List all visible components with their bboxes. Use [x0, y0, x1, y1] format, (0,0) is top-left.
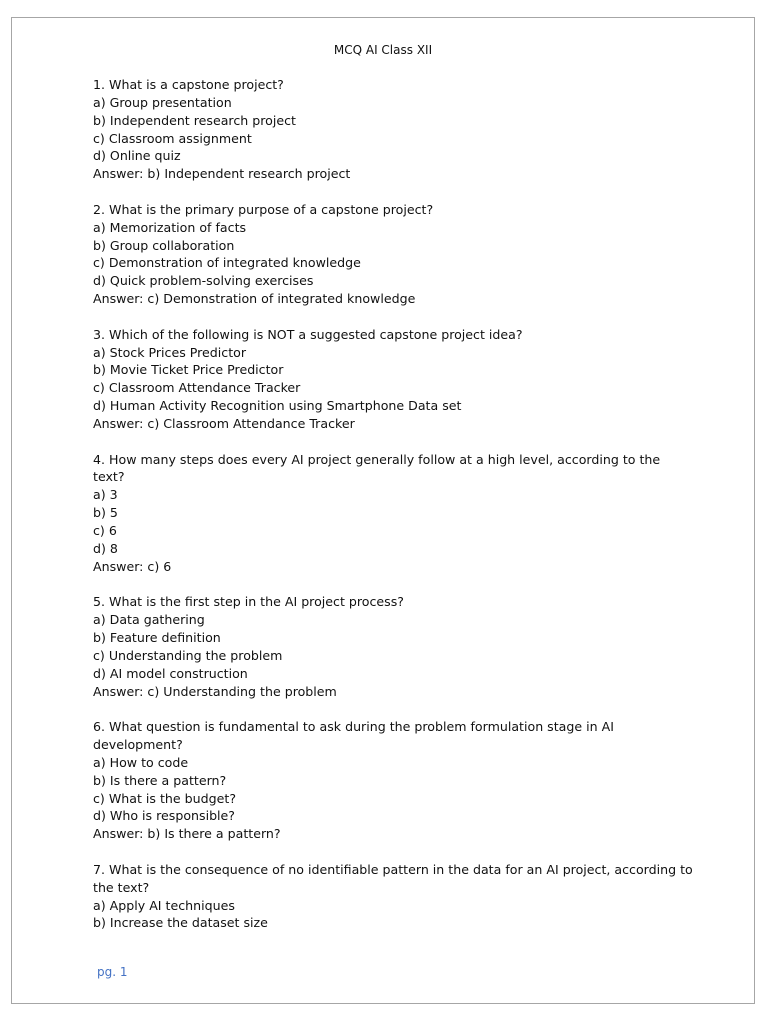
answer-option: c) Demonstration of integrated knowledge [93, 255, 361, 271]
answer-option: a) Group presentation [93, 94, 232, 110]
answer-option: c) Classroom assignment [93, 130, 252, 146]
answer-option: a) 3 [93, 487, 118, 503]
question-block [93, 201, 693, 308]
correct-answer: Answer: b) Independent research project [93, 166, 351, 182]
question-text: 4. How many steps does every AI project generally follow at a high level, according to the text? [93, 451, 661, 485]
answer-option: a) Apply AI techniques [93, 897, 235, 913]
question-block [93, 718, 693, 843]
answer-option: a) Stock Prices Predictor [93, 344, 247, 360]
answer-option: a) Data gathering [93, 612, 205, 628]
answer-option: b) Group collaboration [93, 237, 235, 253]
answer-option: c) Understanding the problem [93, 647, 283, 663]
answer-option: d) Online quiz [93, 148, 181, 164]
question-text: 5. What is the first step in the AI project process? [93, 594, 404, 610]
answer-option: c) 6 [93, 522, 117, 538]
question-block [93, 861, 693, 932]
answer-option: d) Human Activity Recognition using Smartphone Data set [93, 398, 462, 414]
page-number: pg. 1 [97, 965, 128, 979]
answer-option: a) How to code [93, 754, 189, 770]
question-block [93, 76, 693, 183]
page-title: MCQ AI Class XII [333, 43, 433, 57]
answer-option: b) Increase the dataset size [93, 915, 268, 931]
answer-option: b) 5 [93, 505, 118, 521]
correct-answer: Answer: c) Demonstration of integrated knowledge [93, 291, 416, 307]
correct-answer: Answer: c) Understanding the problem [93, 683, 337, 699]
answer-option: d) AI model construction [93, 665, 248, 681]
correct-answer: Answer: b) Is there a pattern? [93, 826, 281, 842]
question-text: 6. What question is fundamental to ask during the problem formulation stage in AI development? [93, 719, 614, 752]
answer-option: b) Movie Ticket Price Predictor [93, 362, 284, 378]
correct-answer: Answer: c) 6 [93, 558, 172, 574]
answer-option: a) Memorization of facts [93, 219, 247, 235]
question-block [93, 451, 693, 576]
answer-option: c) Classroom Attendance Tracker [93, 380, 301, 396]
answer-option: b) Independent research project [93, 112, 296, 128]
question-list [93, 76, 693, 950]
question-text: 3. Which of the following is NOT a suggested capstone project idea? [93, 326, 523, 342]
question-block [93, 326, 693, 433]
answer-option: d) Quick problem-solving exercises [93, 273, 314, 289]
question-block [93, 593, 693, 700]
document-page [11, 17, 755, 1004]
question-text: 1. What is a capstone project? [93, 77, 284, 92]
correct-answer: Answer: c) Classroom Attendance Tracker [93, 415, 355, 431]
question-text: 2. What is the primary purpose of a capstone project? [93, 201, 434, 217]
answer-option: b) Feature definition [93, 629, 221, 645]
answer-option: c) What is the budget? [93, 790, 237, 806]
answer-option: d) 8 [93, 540, 118, 556]
answer-option: b) Is there a pattern? [93, 772, 227, 788]
question-text: 7. What is the consequence of no identifiable pattern in the data for an AI project, according to the text? [93, 861, 693, 895]
answer-option: d) Who is responsible? [93, 808, 235, 824]
